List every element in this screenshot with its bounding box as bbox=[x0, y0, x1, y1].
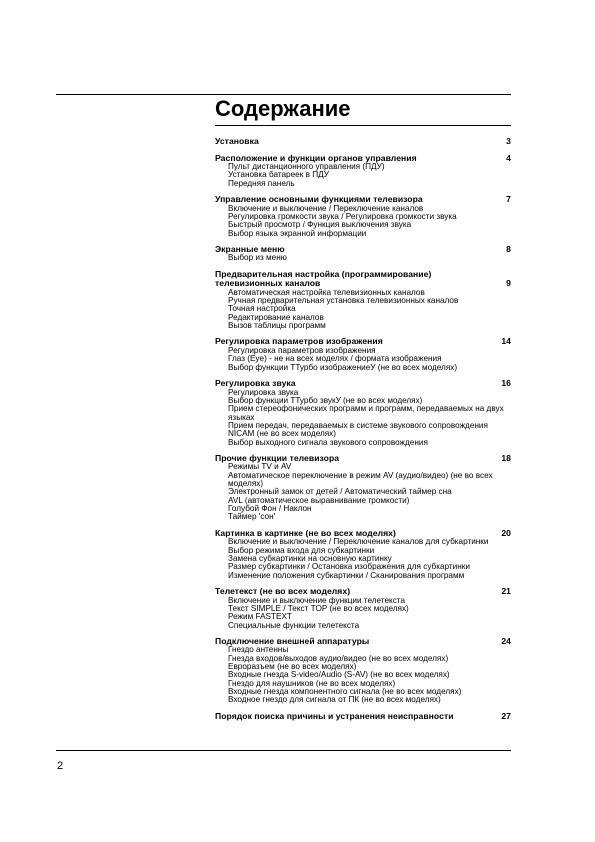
toc-subitem[interactable]: Установка батареек в ПДУ bbox=[228, 170, 329, 180]
toc-section-title: Расположение и функции органов управления bbox=[215, 152, 417, 163]
toc-section bbox=[215, 379, 511, 447]
toc-section-title: Прочие функции телевизора bbox=[215, 452, 340, 463]
toc-subitem[interactable]: Регулировка звука bbox=[228, 387, 299, 397]
toc-subitem[interactable]: Изменение положения субкартинки / Сканирования программ bbox=[228, 570, 465, 580]
toc-subitem[interactable]: Редактирование каналов bbox=[228, 312, 324, 322]
toc-subitem[interactable]: Выбор функции ТТурбо изображениеУ (не во всех моделях) bbox=[228, 362, 458, 372]
toc-subitem[interactable]: Прием передач, передаваемых в системе звукового сопровождения NICAM (не во всех моделях) bbox=[228, 420, 488, 439]
toc-entry[interactable] bbox=[215, 137, 511, 147]
toc-subitem[interactable]: Пульт дистанционного управления (ПДУ) bbox=[228, 162, 385, 171]
toc-section-page: 8 bbox=[506, 243, 511, 254]
table-of-contents bbox=[215, 137, 511, 728]
toc-section-title: Порядок поиска причины и устранения неисправности bbox=[215, 710, 454, 721]
toc-subitem[interactable]: Евроразъем (не во всех моделях) bbox=[228, 662, 357, 672]
toc-section bbox=[215, 587, 511, 630]
toc-subitem[interactable]: Таймер 'сон' bbox=[228, 512, 276, 522]
toc-subitem[interactable]: Выбор из меню bbox=[228, 253, 287, 263]
toc-subitem[interactable]: Гнездо для наушников (не во всех моделях) bbox=[228, 678, 396, 688]
page-title: Содержание bbox=[215, 96, 351, 121]
toc-subitem[interactable]: AVL (автоматическое выравнивание громкости) bbox=[228, 495, 410, 505]
toc-subitem[interactable]: Электронный замок от детей / Автоматический таймер сна bbox=[228, 487, 452, 497]
toc-section-title: Экранные меню bbox=[215, 243, 285, 254]
toc-section bbox=[215, 529, 511, 580]
toc-subitem[interactable]: Быстрый просмотр / Функция выключения звука bbox=[228, 220, 412, 230]
toc-section-title: Телетекст (не во всех моделях) bbox=[215, 586, 351, 597]
toc-section bbox=[215, 245, 511, 263]
toc-section-page: 14 bbox=[501, 336, 511, 347]
toc-subitem[interactable]: Входные гнезда компонентного сигнала (не во всех моделях) bbox=[228, 687, 462, 697]
toc-subitem[interactable]: Регулировка параметров изображения bbox=[228, 345, 376, 355]
toc-section bbox=[215, 712, 511, 722]
toc-subitem[interactable]: Передняя панель bbox=[228, 178, 295, 188]
toc-section-title: Подключение внешней аппаратуры bbox=[215, 635, 370, 646]
toc-section-page: 18 bbox=[501, 452, 511, 463]
toc-subitem[interactable]: Прием стереофонических программ и программ, передаваемых на двух языках bbox=[228, 404, 504, 422]
title-underline bbox=[215, 125, 511, 126]
toc-subitem[interactable]: Вызов таблицы программ bbox=[228, 321, 326, 331]
toc-section-page: 27 bbox=[501, 710, 511, 721]
toc-subitem[interactable]: Автоматическая настройка телевизионных каналов bbox=[228, 287, 425, 297]
toc-subitem[interactable]: Гнездо антенны bbox=[228, 645, 289, 655]
toc-section bbox=[215, 154, 511, 189]
toc-section bbox=[215, 337, 511, 372]
toc-section-page: 9 bbox=[506, 278, 511, 289]
toc-subitem[interactable]: Ручная предварительная установка телевизионных каналов bbox=[228, 296, 459, 306]
toc-subitem[interactable]: Включение и выключение / Переключение каналов для субкартинки bbox=[228, 537, 489, 547]
bottom-rule bbox=[56, 750, 511, 751]
toc-subitem[interactable]: Автоматическое переключение в режим AV (аудио/видео) (не во всех моделях) bbox=[228, 470, 493, 489]
toc-section bbox=[215, 270, 511, 331]
toc-subitem[interactable]: Точная настройка bbox=[228, 304, 296, 314]
toc-subitem[interactable]: Замена субкартинки на основную картинку bbox=[228, 554, 392, 563]
toc-section-title: Регулировка звука bbox=[215, 378, 296, 388]
toc-section-page: 16 bbox=[501, 378, 511, 388]
toc-section bbox=[215, 195, 511, 238]
page-number: 2 bbox=[57, 760, 64, 772]
toc-subitem[interactable]: Глаз (Eye) - не на всех моделях / формата изображения bbox=[228, 354, 442, 364]
toc-section-page: 4 bbox=[506, 152, 511, 163]
toc-subitem[interactable]: Выбор функции ТТурбо звукУ (не во всех моделях) bbox=[228, 395, 423, 405]
toc-subitem[interactable]: Текст SIMPLE / Текст TOP (не во всех моделях) bbox=[228, 603, 409, 613]
toc-section-title: Управление основными функциями телевизора bbox=[215, 194, 423, 205]
toc-subitem[interactable]: Выбор режима входа для субкартинки bbox=[228, 545, 375, 555]
toc-section-title: Установка bbox=[215, 136, 259, 146]
toc-subitem[interactable]: Режим FASTEXT bbox=[228, 612, 292, 622]
toc-section-page: 3 bbox=[506, 136, 511, 146]
toc-section-title: Картинка в картинке (не во всех моделях) bbox=[215, 527, 396, 538]
toc-subitem[interactable]: Голубой Фон / Наклон bbox=[228, 504, 312, 514]
toc-subitem[interactable]: Входные гнезда S-video/Audio (S-AV) (не во всех моделях) bbox=[228, 670, 450, 680]
toc-entry[interactable] bbox=[215, 270, 511, 289]
toc-section bbox=[215, 137, 511, 147]
toc-entry[interactable] bbox=[215, 712, 511, 722]
toc-subitem[interactable]: Включение и выключение функции телетекста bbox=[228, 595, 405, 605]
toc-subitem[interactable]: Входное гнездо для сигнала от ПК (не во всех моделях) bbox=[228, 695, 441, 705]
toc-section bbox=[215, 637, 511, 705]
toc-section-title: Регулировка параметров изображения bbox=[215, 336, 383, 347]
toc-subitem[interactable]: Выбор выходного сигнала звукового сопровождения bbox=[228, 437, 428, 447]
toc-subitem[interactable]: Режимы TV и AV bbox=[228, 462, 292, 472]
toc-section-page: 20 bbox=[501, 527, 511, 538]
toc-section-title: Предварительная настройка (программирование) телевизионных каналов bbox=[215, 268, 432, 289]
toc-subitem[interactable]: Гнезда входов/выходов аудио/видео (не во всех моделях) bbox=[228, 653, 449, 663]
toc-subitem[interactable]: Включение и выключение / Переключение каналов bbox=[228, 203, 424, 213]
toc-subitem[interactable]: Специальные функции телетекста bbox=[228, 620, 360, 630]
toc-subitem[interactable]: Размер субкартинки / Остановка изображения для субкартинки bbox=[228, 562, 470, 572]
toc-section-page: 24 bbox=[501, 635, 511, 646]
toc-subitem[interactable]: Выбор языка экранной информации bbox=[228, 228, 367, 238]
toc-section-page: 7 bbox=[506, 194, 511, 205]
toc-subitem[interactable]: Регулировка громкости звука / Регулировка громкости звука bbox=[228, 211, 457, 221]
toc-section bbox=[215, 454, 511, 522]
toc-section-page: 21 bbox=[501, 586, 511, 597]
